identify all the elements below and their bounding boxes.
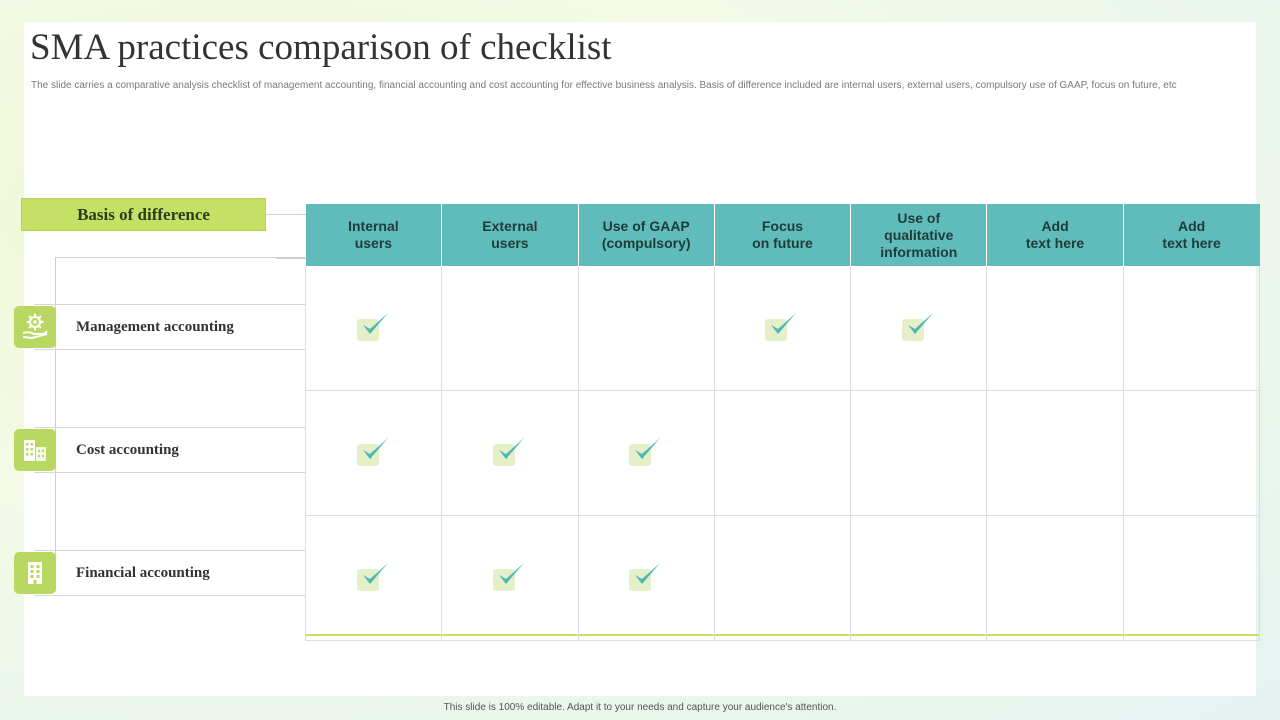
column-header: [1123, 204, 1259, 266]
column-header: [714, 204, 850, 266]
column-header: [442, 204, 578, 266]
table-cell: [987, 266, 1123, 391]
check-icon: [493, 436, 527, 466]
column-header-line: users: [354, 235, 393, 251]
column-header-line: Use of GAAP: [602, 218, 690, 234]
column-header-line: Use of: [897, 209, 941, 226]
table-cell: [442, 391, 578, 516]
checklist-table: [305, 204, 1260, 641]
check-icon: [493, 561, 527, 591]
table-cell: [442, 266, 578, 391]
table-cell: [851, 516, 987, 641]
checklist-grid: [305, 204, 1260, 636]
table-cell: [987, 391, 1123, 516]
table-cell: [1123, 266, 1259, 391]
table-cell: [578, 391, 714, 516]
column-header: [306, 204, 442, 266]
column-header: [987, 204, 1123, 266]
page-title: SMA practices comparison of checklist: [30, 27, 612, 68]
row-label-financial-accounting: [34, 550, 305, 596]
table-cell: [714, 391, 850, 516]
row-label-text: Financial accounting: [76, 565, 210, 581]
table-cell: [306, 391, 442, 516]
column-header: [578, 204, 714, 266]
check-icon: [629, 436, 663, 466]
check-icon: [902, 311, 936, 341]
table-row: [306, 391, 1260, 516]
column-header-line: External: [482, 218, 538, 234]
page-subtitle: The slide carries a comparative analysis checklist of management accounting, financial accounting and cost accounting for effective business analysis. Basis of difference included are internal users, external users, compulsory use of GAAP, focus on future, etc: [31, 80, 1177, 91]
column-header-line: qualitative: [884, 226, 954, 243]
table-row: [306, 266, 1260, 391]
column-header-line: (compulsory): [601, 235, 691, 251]
gear-hand-icon: [14, 306, 56, 348]
table-cell: [851, 266, 987, 391]
table-cell: [306, 516, 442, 641]
check-icon: [357, 561, 391, 591]
column-header-line: text here: [1025, 235, 1085, 251]
header-row: [306, 204, 1260, 266]
check-icon: [357, 436, 391, 466]
column-header-line: Add: [1041, 218, 1069, 234]
building-icon: [14, 552, 56, 594]
column-header-line: on future: [752, 235, 813, 251]
row-label-text: Cost accounting: [76, 442, 179, 458]
column-header-line: Focus: [761, 218, 804, 234]
footer-note: This slide is 100% editable. Adapt it to your needs and capture your audience's attention.: [443, 702, 837, 713]
row-label-cost-accounting: [34, 427, 305, 473]
column-header: [851, 204, 987, 266]
table-cell: [442, 516, 578, 641]
row-label-management-accounting: [34, 304, 305, 350]
table-row: [306, 516, 1260, 641]
check-icon: [765, 311, 799, 341]
table-cell: [1123, 516, 1259, 641]
row-label-text: Management accounting: [76, 319, 234, 335]
table-cell: [578, 516, 714, 641]
slide: [24, 22, 1256, 696]
table-cell: [714, 516, 850, 641]
table-cell: [987, 516, 1123, 641]
connector-top: [55, 257, 305, 258]
table-cell: [851, 391, 987, 516]
column-header-line: information: [880, 243, 958, 260]
check-icon: [629, 561, 663, 591]
column-header-line: text here: [1162, 235, 1221, 251]
column-header-line: users: [491, 235, 529, 251]
table-cell: [306, 266, 442, 391]
basis-of-difference-label: Basis of difference: [21, 198, 266, 231]
column-header-line: Add: [1177, 218, 1206, 234]
buildings-icon: [14, 429, 56, 471]
column-header-line: Internal: [348, 218, 399, 234]
grid-body: [306, 266, 1260, 641]
table-cell: [714, 266, 850, 391]
table-cell: [578, 266, 714, 391]
table-cell: [1123, 391, 1259, 516]
check-icon: [357, 311, 391, 341]
